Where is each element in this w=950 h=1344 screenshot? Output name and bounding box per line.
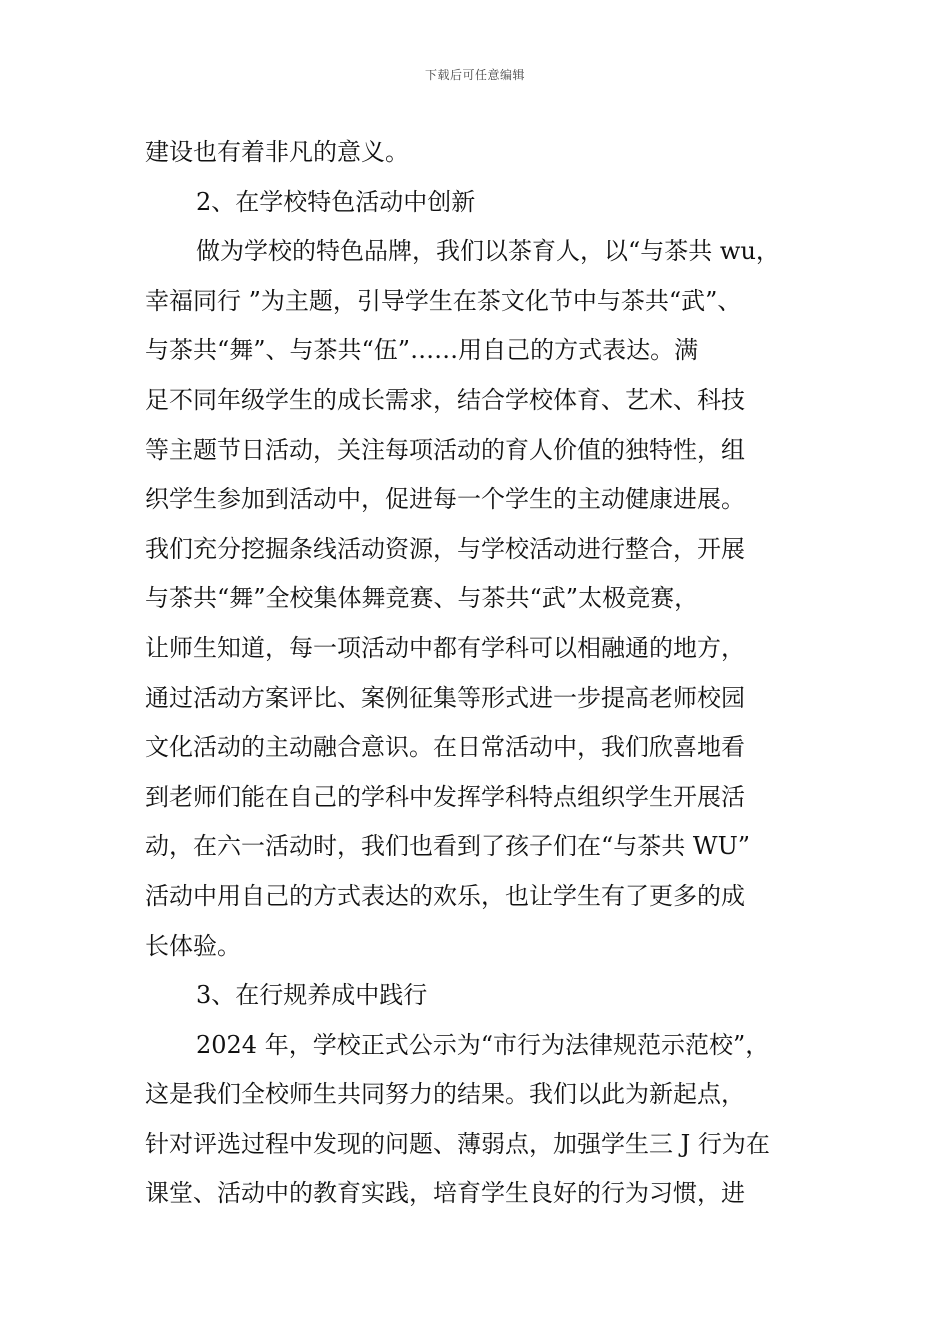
section-heading: 2、在学校特色活动中创新 (196, 187, 476, 216)
text-line: 足不同年级学生的成长需求，结合学校体育、艺术、科技 (145, 385, 745, 414)
text-line: 活动中用自己的方式表达的欢乐，也让学生有了更多的成 (145, 881, 745, 910)
text-line: 动，在六一活动时，我们也看到了孩子们在“与茶共 WU” (145, 832, 751, 861)
text-line: 与茶共“舞”全校集体舞竞赛、与茶共“武”太极竞赛， (145, 584, 699, 613)
page-header: 下载后可任意编辑 (424, 68, 525, 82)
text-line: 文化活动的主动融合意识。在日常活动中，我们欣喜地看 (145, 733, 745, 762)
paragraph-start: 做为学校的特色品牌，我们以茶育人，以“与茶共 wu， (196, 237, 780, 266)
text-line: 幸福同行 ”为主题，引导学生在茶文化节中与茶共“武”、 (145, 286, 742, 315)
section-heading: 3、在行规养成中践行 (196, 981, 428, 1010)
text-line: 与茶共“舞”、与茶共“伍”……用自己的方式表达。满 (145, 336, 699, 365)
paragraph-start: 2024 年，学校正式公示为“市行为法律规范示范校”， (196, 1030, 770, 1059)
document-body (145, 128, 810, 1219)
text-line: 我们充分挖掘条线活动资源，与学校活动进行整合，开展 (145, 534, 745, 563)
text-line: 通过活动方案评比、案例征集等形式进一步提高老师校园 (145, 683, 745, 712)
text-line: 课堂、活动中的教育实践，培育学生良好的行为习惯，进 (145, 1179, 745, 1208)
text-line: 这是我们全校师生共同努力的结果。我们以此为新起点， (145, 1080, 745, 1109)
text-line: 让师生知道，每一项活动中都有学科可以相融通的地方， (145, 633, 745, 662)
text-line: 建设也有着非凡的意义。 (145, 138, 409, 166)
text-line: 等主题节日活动，关注每项活动的育人价值的独特性，组 (145, 435, 745, 464)
text-line: 针对评选过程中发现的问题、薄弱点，加强学生三 J 行为在 (145, 1129, 770, 1158)
text-line: 长体验。 (145, 931, 241, 960)
text-line: 织学生参加到活动中，促进每一个学生的主动健康进展。 (145, 485, 745, 514)
text-line: 到老师们能在自己的学科中发挥学科特点组织学生开展活 (145, 782, 745, 811)
